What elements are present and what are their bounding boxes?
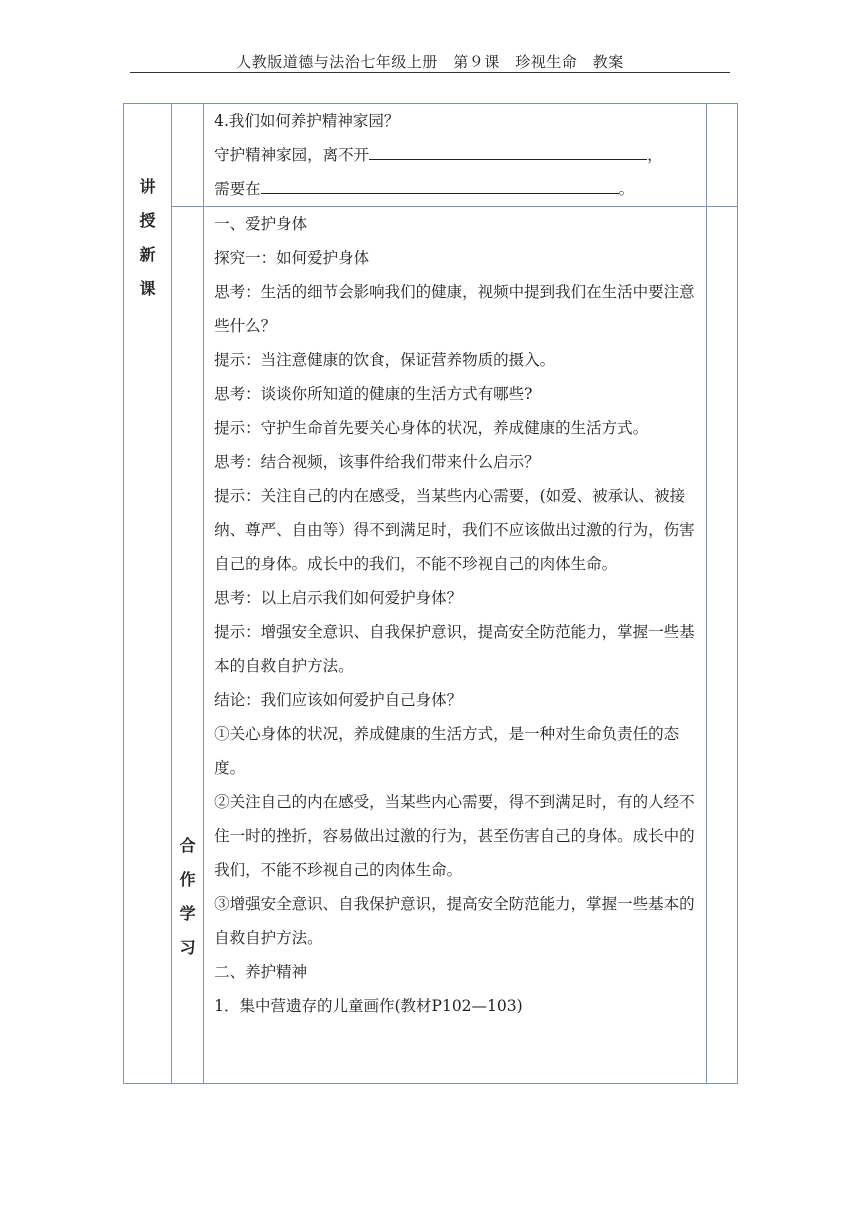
fill-line-1: 守护精神家园，离不开 ， — [214, 138, 696, 172]
header-rule — [130, 72, 730, 73]
content-line: 提示：守护生命首先要关心身体的状况，养成健康的生活方式。 — [214, 419, 649, 437]
content-line: 思考：谈谈你所知道的健康的生活方式有哪些? — [214, 385, 533, 403]
content-line: 思考：以上启示我们如何爱护身体？ — [214, 589, 463, 607]
answer-blank[interactable] — [369, 143, 647, 160]
content-line: ②关注自己的内在感受，当某些内心需要，得不到满足时，有的人经不住一时的挫折，容易做出过激的行为，甚至伤害自己的身体。成长中的我们，不能不珍视自己的肉体生命。 — [214, 793, 695, 879]
content-line: 一、爱护身体 — [214, 215, 308, 233]
section-char: 授 — [139, 211, 156, 230]
content-line: 探究一：如何爱护身体 — [214, 249, 370, 267]
section-char: 作 — [179, 870, 196, 889]
section-char: 习 — [179, 938, 196, 957]
content-line: ③增强安全意识、自我保护意识，提高安全防范能力，掌握一些基本的自救自护方法。 — [214, 895, 695, 947]
page-header: 人教版道德与法治七年级上册 第９课 珍视生命 教案 — [236, 53, 624, 71]
answer-blank[interactable] — [261, 177, 619, 194]
lesson-table — [123, 103, 738, 1084]
content-line: 思考：结合视频，该事件给我们带来什么启示？ — [214, 453, 540, 471]
section-label-sub — [172, 829, 203, 965]
section-char: 新 — [139, 245, 156, 264]
notes-cell — [706, 207, 737, 1084]
section-char: 讲 — [139, 177, 156, 196]
content-line: 二、养护精神 — [214, 963, 308, 981]
notes-cell-top — [706, 104, 737, 207]
content-line: 提示：增强安全意识、自我保护意识，提高安全防范能力，掌握一些基本的自救自护方法。 — [214, 623, 695, 675]
sub-label-cell — [172, 207, 204, 1084]
section-label-cell — [124, 104, 172, 1084]
content-line: 提示：关注自己的内在感受，当某些内心需要，(如爱、被承认、被接纳、尊严、自由等）得不到满足时，我们不应该做出过激的行为，伤害自己的身体。成长中的我们，不能不珍视自己的肉体生命。 — [214, 487, 695, 573]
content-line: 思考：生活的细节会影响我们的健康，视频中提到我们在生活中要注意些什么？ — [214, 283, 695, 335]
question-text: 4.我们如何养护精神家园？ — [214, 112, 400, 130]
section-char: 课 — [139, 279, 156, 298]
section-char: 学 — [179, 904, 196, 923]
section-label-main — [124, 170, 171, 306]
content-cell — [204, 207, 707, 1084]
question-cell — [204, 104, 707, 207]
content-line: 结论：我们应该如何爱护自己身体？ — [214, 691, 463, 709]
content-line: 提示：当注意健康的饮食，保证营养物质的摄入。 — [214, 351, 556, 369]
section-char: 合 — [179, 836, 196, 855]
content-line: 1．集中营遗存的儿童画作(教材P102—103) — [214, 997, 523, 1015]
fill-line-2: 需要在 。 — [214, 172, 696, 206]
content-line: ①关心身体的状况，养成健康的生活方式，是一种对生命负责任的态度。 — [214, 725, 680, 777]
sub-label-cell-top — [172, 104, 204, 207]
